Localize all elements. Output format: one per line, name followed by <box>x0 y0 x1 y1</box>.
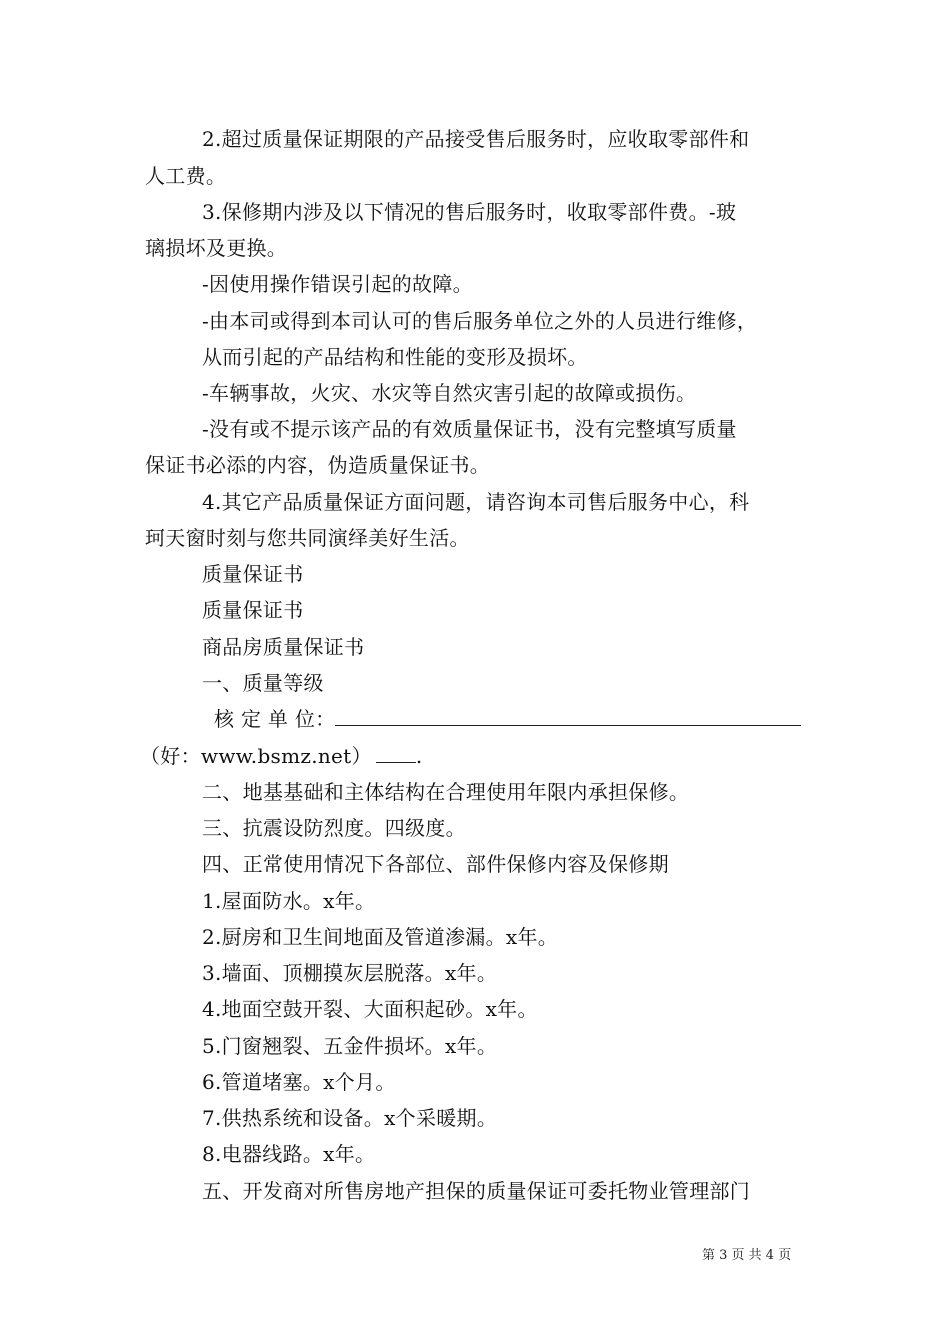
paragraph-line: 2.超过质量保证期限的产品接受售后服务时，应收取零部件和 <box>202 127 750 151</box>
heading-line: 质量保证书 <box>202 562 304 586</box>
list-item: 6.管道堵塞。x个月。 <box>202 1070 396 1094</box>
paragraph-line: 保证书必添的内容，伪造质量保证书。 <box>145 453 491 477</box>
approval-unit-label: 核 定 单 位： <box>214 707 336 731</box>
paragraph-line: 珂天窗时刻与您共同演绎美好生活。 <box>145 526 470 550</box>
paragraph-line: 4.其它产品质量保证方面问题，请咨询本司售后服务中心，科 <box>202 490 750 514</box>
list-item: 5.门窗翘裂、五金件损坏。x年。 <box>202 1034 498 1058</box>
list-item: 8.电器线路。x年。 <box>202 1142 376 1166</box>
paragraph-line: -车辆事故，火灾、水灾等自然灾害引起的故障或损伤。 <box>202 381 697 405</box>
list-item: 7.供热系统和设备。x个采暖期。 <box>202 1106 498 1130</box>
page-number-footer: 第 3 页 共 4 页 <box>702 1248 792 1263</box>
source-note: （好：www.bsmz.net） <box>140 744 372 768</box>
heading-line: 商品房质量保证书 <box>202 635 365 659</box>
paragraph-line: 人工费。 <box>145 164 227 188</box>
section-heading: 一、质量等级 <box>202 671 324 695</box>
approval-unit-blank <box>335 721 801 726</box>
heading-line: 质量保证书 <box>202 598 304 622</box>
paragraph-line: 五、开发商对所售房地产担保的质量保证可委托物业管理部门 <box>202 1179 751 1203</box>
paragraph-line: -由本司或得到本司认可的售后服务单位之外的人员进行维修， <box>202 309 758 333</box>
paragraph-line: -没有或不提示该产品的有效质量保证书，没有完整填写质量 <box>202 417 737 441</box>
paragraph-line: -因使用操作错误引起的故障。 <box>202 272 473 296</box>
approval-unit-row <box>214 706 801 732</box>
list-item: 3.墙面、顶棚摸灰层脱落。x年。 <box>202 961 498 985</box>
paragraph-line: 二、地基基础和主体结构在合理使用年限内承担保修。 <box>202 780 690 804</box>
list-item: 1.屋面防水。x年。 <box>202 889 376 913</box>
list-item: 2.厨房和卫生间地面及管道渗漏。x年。 <box>202 925 559 949</box>
list-item: 4.地面空鼓开裂、大面积起砂。x年。 <box>202 997 538 1021</box>
source-note-period: . <box>415 744 423 768</box>
source-note-row <box>140 743 423 769</box>
paragraph-line: 璃损坏及更换。 <box>145 236 288 260</box>
paragraph-line: 四、正常使用情况下各部位、部件保修内容及保修期 <box>202 852 669 876</box>
paragraph-line: 3.保修期内涉及以下情况的售后服务时，收取零部件费。-玻 <box>202 200 737 224</box>
paragraph-line: 三、抗震设防烈度。四级度。 <box>202 816 466 840</box>
paragraph-line: 从而引起的产品结构和性能的变形及损坏。 <box>202 345 588 369</box>
source-note-blank <box>376 758 416 763</box>
